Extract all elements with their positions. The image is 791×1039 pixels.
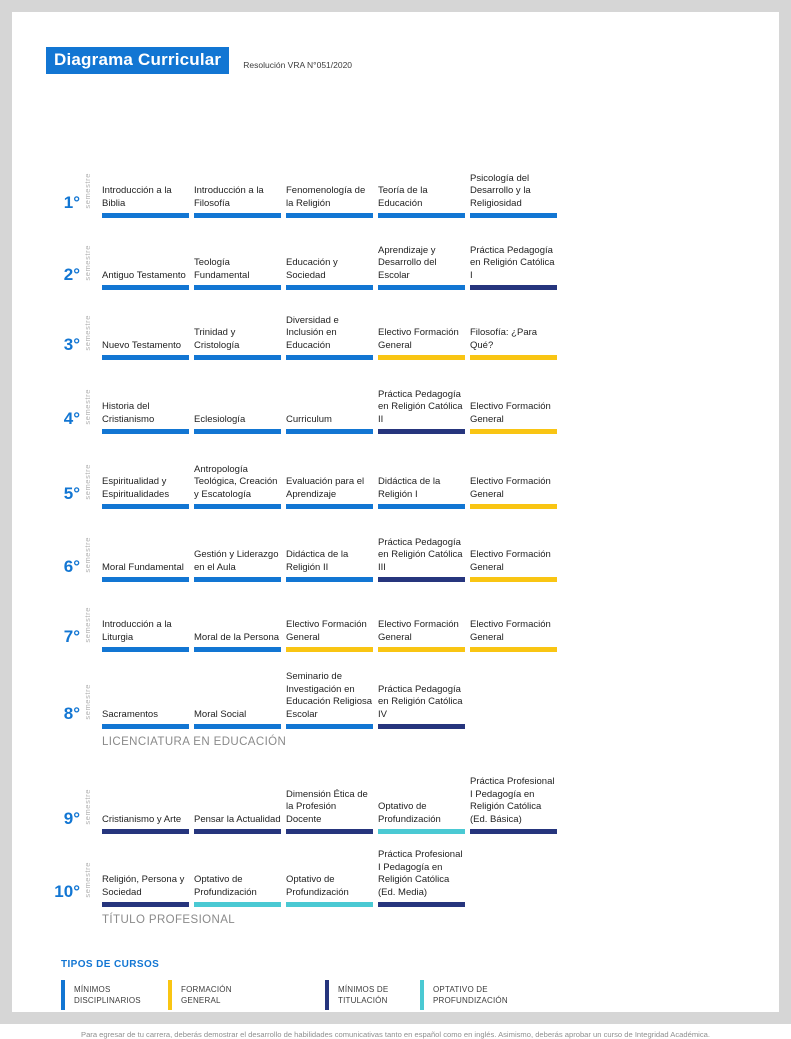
course-cell [194, 814, 281, 835]
course-cell [102, 185, 189, 218]
semester-row [12, 753, 779, 834]
course-cell [378, 476, 465, 509]
course-cell [470, 619, 557, 652]
course-cell [470, 173, 557, 219]
course-name: Práctica Pedagogía en Religión Católica III [378, 536, 463, 573]
course-name: Optativo de Profundización [378, 801, 441, 825]
semester-row [12, 582, 779, 652]
semester-word: semestre [83, 789, 92, 825]
course-name: Electivo Formación General [286, 619, 367, 643]
course-name: Moral Social [194, 708, 247, 720]
legend-label: MÍNIMOS DE TITULACIÓN [338, 985, 389, 1005]
course-name: Sacramentos [102, 708, 158, 720]
course-name: Práctica Pedagogía en Religión Católica II [378, 388, 463, 425]
course-type-bar [378, 724, 465, 729]
course-cell [102, 270, 189, 291]
semester-word: semestre [83, 607, 92, 643]
legend-label: OPTATIVO DE PROFUNDIZACIÓN [433, 985, 508, 1005]
legend-label: MÍNIMOS DISCIPLINARIOS [74, 985, 141, 1005]
course-cell [378, 684, 465, 730]
course-name: Antiguo Testamento [102, 269, 186, 281]
course-cell [286, 789, 373, 835]
course-name: Electivo Formación General [470, 549, 551, 573]
course-cell [470, 476, 557, 509]
semester-row [12, 652, 779, 729]
course-name: Didáctica de la Religión I [378, 476, 441, 500]
course-cell [470, 776, 557, 834]
course-cell [378, 185, 465, 218]
semester-row [12, 509, 779, 582]
milestone-label: LICENCIATURA EN EDUCACIÓN [102, 736, 287, 748]
course-cell [470, 245, 557, 291]
course-name: Aprendizaje y Desarrollo del Escolar [378, 244, 437, 281]
course-name: Electivo Formación General [378, 327, 459, 351]
course-name: Teología Fundamental [194, 257, 250, 281]
semester-number: 6° [63, 557, 80, 576]
curriculum-page [12, 12, 779, 1039]
course-cell [286, 257, 373, 290]
semester-label [26, 789, 92, 826]
legend-color-bar [420, 980, 424, 1010]
course-name: Electivo Formación General [470, 401, 551, 425]
semester-word: semestre [83, 464, 92, 500]
course-name: Teoría de la Educación [378, 185, 428, 209]
course-cell [470, 327, 557, 360]
course-cell [470, 401, 557, 434]
course-cell [286, 874, 373, 907]
course-type-bar [378, 902, 465, 907]
semester-number: 9° [63, 809, 80, 828]
course-name: Optativo de Profundización [286, 874, 349, 898]
semester-number: 7° [63, 627, 80, 646]
semester-label [26, 173, 92, 210]
semester-number: 4° [63, 409, 80, 428]
course-name: Diversidad e Inclusión en Educación [286, 314, 339, 351]
course-cell [286, 315, 373, 361]
course-cell [470, 549, 557, 582]
course-name: Electivo Formación General [470, 476, 551, 500]
semester-row [12, 434, 779, 509]
milestone-label: TÍTULO PROFESIONAL [102, 914, 236, 926]
course-name: Eclesiología [194, 413, 246, 425]
course-name: Introducción a la Biblia [102, 185, 172, 209]
course-name: Práctica Profesional I Pedagogía en Religión Católica (Ed. Media) [378, 849, 463, 898]
resolution-number: Resolución VRA N°051/2020 [243, 60, 353, 70]
legend-item [168, 980, 325, 1010]
semester-word: semestre [83, 684, 92, 720]
course-cell [102, 476, 189, 509]
course-cell [194, 257, 281, 290]
course-name: Trinidad y Cristología [194, 327, 240, 351]
course-type-bar [286, 724, 373, 729]
course-name: Optativo de Profundización [194, 874, 257, 898]
course-name: Filosofía: ¿Para Qué? [470, 327, 538, 351]
course-cell [102, 340, 189, 361]
semester-word: semestre [83, 537, 92, 573]
course-type-bar [286, 902, 373, 907]
semester-grid [12, 134, 779, 931]
course-cell [286, 671, 373, 729]
semester-label [26, 245, 92, 282]
legend-color-bar [168, 980, 172, 1010]
course-name: Introducción a la Liturgia [102, 619, 172, 643]
course-name: Espiritualidad y Espiritualidades [102, 476, 170, 500]
course-name: Cristianismo y Arte [102, 813, 182, 825]
course-name: Evaluación para el Aprendizaje [286, 476, 365, 500]
course-cell [378, 327, 465, 360]
course-type-bar [102, 902, 189, 907]
legend-item [61, 980, 168, 1010]
course-cell [194, 549, 281, 582]
course-cell [194, 185, 281, 218]
header [46, 47, 779, 74]
course-name: Didáctica de la Religión II [286, 549, 349, 573]
semester-label [26, 862, 92, 899]
semester-number: 8° [63, 704, 80, 723]
course-name: Nuevo Testamento [102, 339, 182, 351]
course-name: Práctica Pedagogía en Religión Católica I [470, 244, 555, 281]
legend-label: FORMACIÓN GENERAL [181, 985, 232, 1005]
course-type-bar [194, 724, 281, 729]
semester-word: semestre [83, 862, 92, 898]
course-name: Psicología del Desarrollo y la Religiosidad [470, 172, 531, 209]
semester-number: 10° [54, 882, 80, 901]
course-cell [378, 537, 465, 583]
semester-label [26, 389, 92, 426]
course-name: Dimensión Ética de la Profesión Docente [286, 788, 368, 825]
course-cell [378, 849, 465, 907]
course-name: Electivo Formación General [470, 619, 551, 643]
course-name: Seminario de Investigación en Educación Religiosa Escolar [286, 671, 373, 720]
course-name: Educación y Sociedad [286, 257, 338, 281]
course-cell [378, 389, 465, 435]
course-name: Moral de la Persona [194, 631, 280, 643]
semester-label [26, 537, 92, 574]
course-name: Gestión y Liderazgo en el Aula [194, 549, 279, 573]
course-name: Moral Fundamental [102, 561, 184, 573]
semester-number: 3° [63, 335, 80, 354]
course-cell [194, 464, 281, 510]
course-cell [286, 549, 373, 582]
course-cell [102, 874, 189, 907]
semester-number: 5° [63, 484, 80, 503]
semester-label [26, 315, 92, 352]
course-name: Pensar la Actualidad [194, 813, 281, 825]
course-cell [194, 327, 281, 360]
course-type-legend [12, 959, 779, 1010]
course-name: Historia del Cristianismo [102, 401, 155, 425]
course-cell [286, 476, 373, 509]
semester-label [26, 464, 92, 501]
course-cell [194, 414, 281, 435]
semester-word: semestre [83, 315, 92, 351]
semester-row [12, 134, 779, 218]
legend-color-bar [325, 980, 329, 1010]
course-cell [102, 709, 189, 730]
course-cell [194, 709, 281, 730]
course-cell [378, 619, 465, 652]
legend-item [420, 980, 519, 1010]
legend-item [325, 980, 420, 1010]
course-type-bar [102, 724, 189, 729]
semester-label [26, 607, 92, 644]
course-cell [378, 245, 465, 291]
footer-note: Para egresar de tu carrera, deberás demostrar el desarrollo de habilidades comunicativas tanto en español como en inglés. Asimismo, deberás aprobar un curso de Integridad Académica. [81, 1030, 710, 1039]
course-cell [378, 801, 465, 834]
course-type-bar [194, 902, 281, 907]
semester-label [26, 684, 92, 721]
legend-color-bar [61, 980, 65, 1010]
semester-word: semestre [83, 245, 92, 281]
course-cell [102, 562, 189, 583]
semester-number: 2° [63, 265, 80, 284]
course-cell [286, 185, 373, 218]
course-cell [286, 619, 373, 652]
course-name: Religión, Persona y Sociedad [102, 874, 185, 898]
semester-word: semestre [83, 173, 92, 209]
course-name: Fenomenología de la Religión [286, 185, 366, 209]
semester-row [12, 290, 779, 360]
semester-number: 1° [63, 193, 80, 212]
course-cell [194, 874, 281, 907]
course-name: Curriculum [286, 413, 332, 425]
course-name: Introducción a la Filosofía [194, 185, 264, 209]
legend-items [61, 980, 779, 1010]
semester-word: semestre [83, 389, 92, 425]
semester-row [12, 218, 779, 290]
semester-row [12, 360, 779, 434]
course-cell [102, 401, 189, 434]
course-name: Práctica Profesional I Pedagogía en Religión Católica (Ed. Básica) [470, 776, 555, 825]
course-name: Práctica Pedagogía en Religión Católica IV [378, 683, 463, 720]
course-name: Electivo Formación General [378, 619, 459, 643]
legend-title: TIPOS DE CURSOS [61, 959, 160, 970]
course-cell [102, 619, 189, 652]
course-name: Antropología Teológica, Creación y Escatología [194, 463, 278, 500]
semester-row [12, 834, 779, 907]
course-cell [102, 814, 189, 835]
course-cell [286, 414, 373, 435]
course-cell [194, 632, 281, 653]
page-title: Diagrama Curricular [46, 47, 229, 74]
